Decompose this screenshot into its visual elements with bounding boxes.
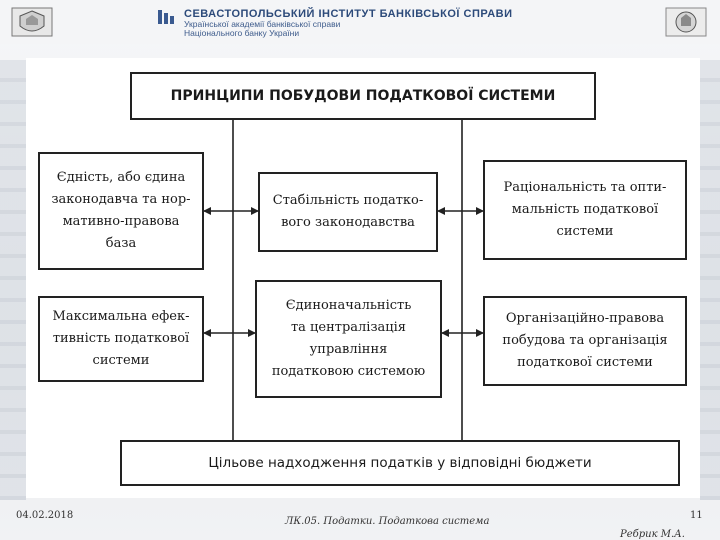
institute-crest-icon [10,6,54,38]
principle-centralization-line-2: та централізація [290,320,407,335]
principle-efficiency-box [38,296,204,382]
header-bar [0,0,720,44]
principle-unity-box [38,152,204,270]
diagram-title: ПРИНЦИПИ ПОБУДОВИ ПОДАТКОВОЇ СИСТЕМИ [170,88,556,104]
principle-rationality-line-2: мальність податкової [511,202,659,217]
principle-organization-line-3: податкової системи [517,355,653,370]
target-revenue-text: Цільове надходження податків у відповідні бюджети [208,455,592,471]
principle-rationality-line-3: системи [556,224,614,239]
bank-crest-icon [664,6,708,38]
principle-unity-line-3: мативно-правова [62,214,180,229]
principle-centralization-line-4: податковою системою [271,364,426,379]
institute-subtitle-1: Української академії банківської справи [184,19,341,29]
principle-unity-line-2: законодавча та нор- [51,192,191,207]
principle-organization-line-1: Організаційно-правова [505,311,665,326]
footer-lecture-title: ЛК.05. Податки. Податкова система [285,516,490,527]
principle-organization-box [483,296,687,386]
institute-logo-icon [158,10,176,24]
principle-efficiency-line-3: системи [92,353,150,368]
institute-name: СЕВАСТОПОЛЬСЬКИЙ ІНСТИТУТ БАНКІВСЬКОЇ СПРАВИ [184,8,513,20]
footer-page-number: 11 [690,510,703,521]
footer-date: 04.02.2018 [16,510,74,521]
institute-title [184,8,564,38]
target-revenue-box [120,440,680,486]
institute-subtitle-2: Національного банку України [184,28,300,38]
diagram-connectors [26,58,700,498]
principle-efficiency-line-2: тивність податкової [52,331,190,346]
principle-organization-line-2: побудова та організація [502,333,668,348]
principle-centralization-box [255,280,442,398]
principle-stability-line-2: вого законодавства [281,215,415,230]
diagram-title-box [130,72,596,120]
diagram-slide [26,58,700,498]
principle-unity-line-4: база [105,236,137,251]
background-building-right [700,60,720,500]
principle-efficiency-line-1: Максимальна ефек- [52,309,190,324]
principle-rationality-box [483,160,687,260]
footer-author: Ребрик М.А. [620,529,685,540]
principle-unity-line-1: Єдність, або єдина [56,170,186,185]
background-building-left [0,60,26,500]
principle-rationality-line-1: Раціональність та опти- [503,180,667,195]
principle-centralization-line-1: Єдиноначальність [285,298,412,313]
principle-stability-line-1: Стабільність податко- [272,193,424,208]
principle-centralization-line-3: управління [309,342,388,357]
principle-stability-box [258,172,438,252]
